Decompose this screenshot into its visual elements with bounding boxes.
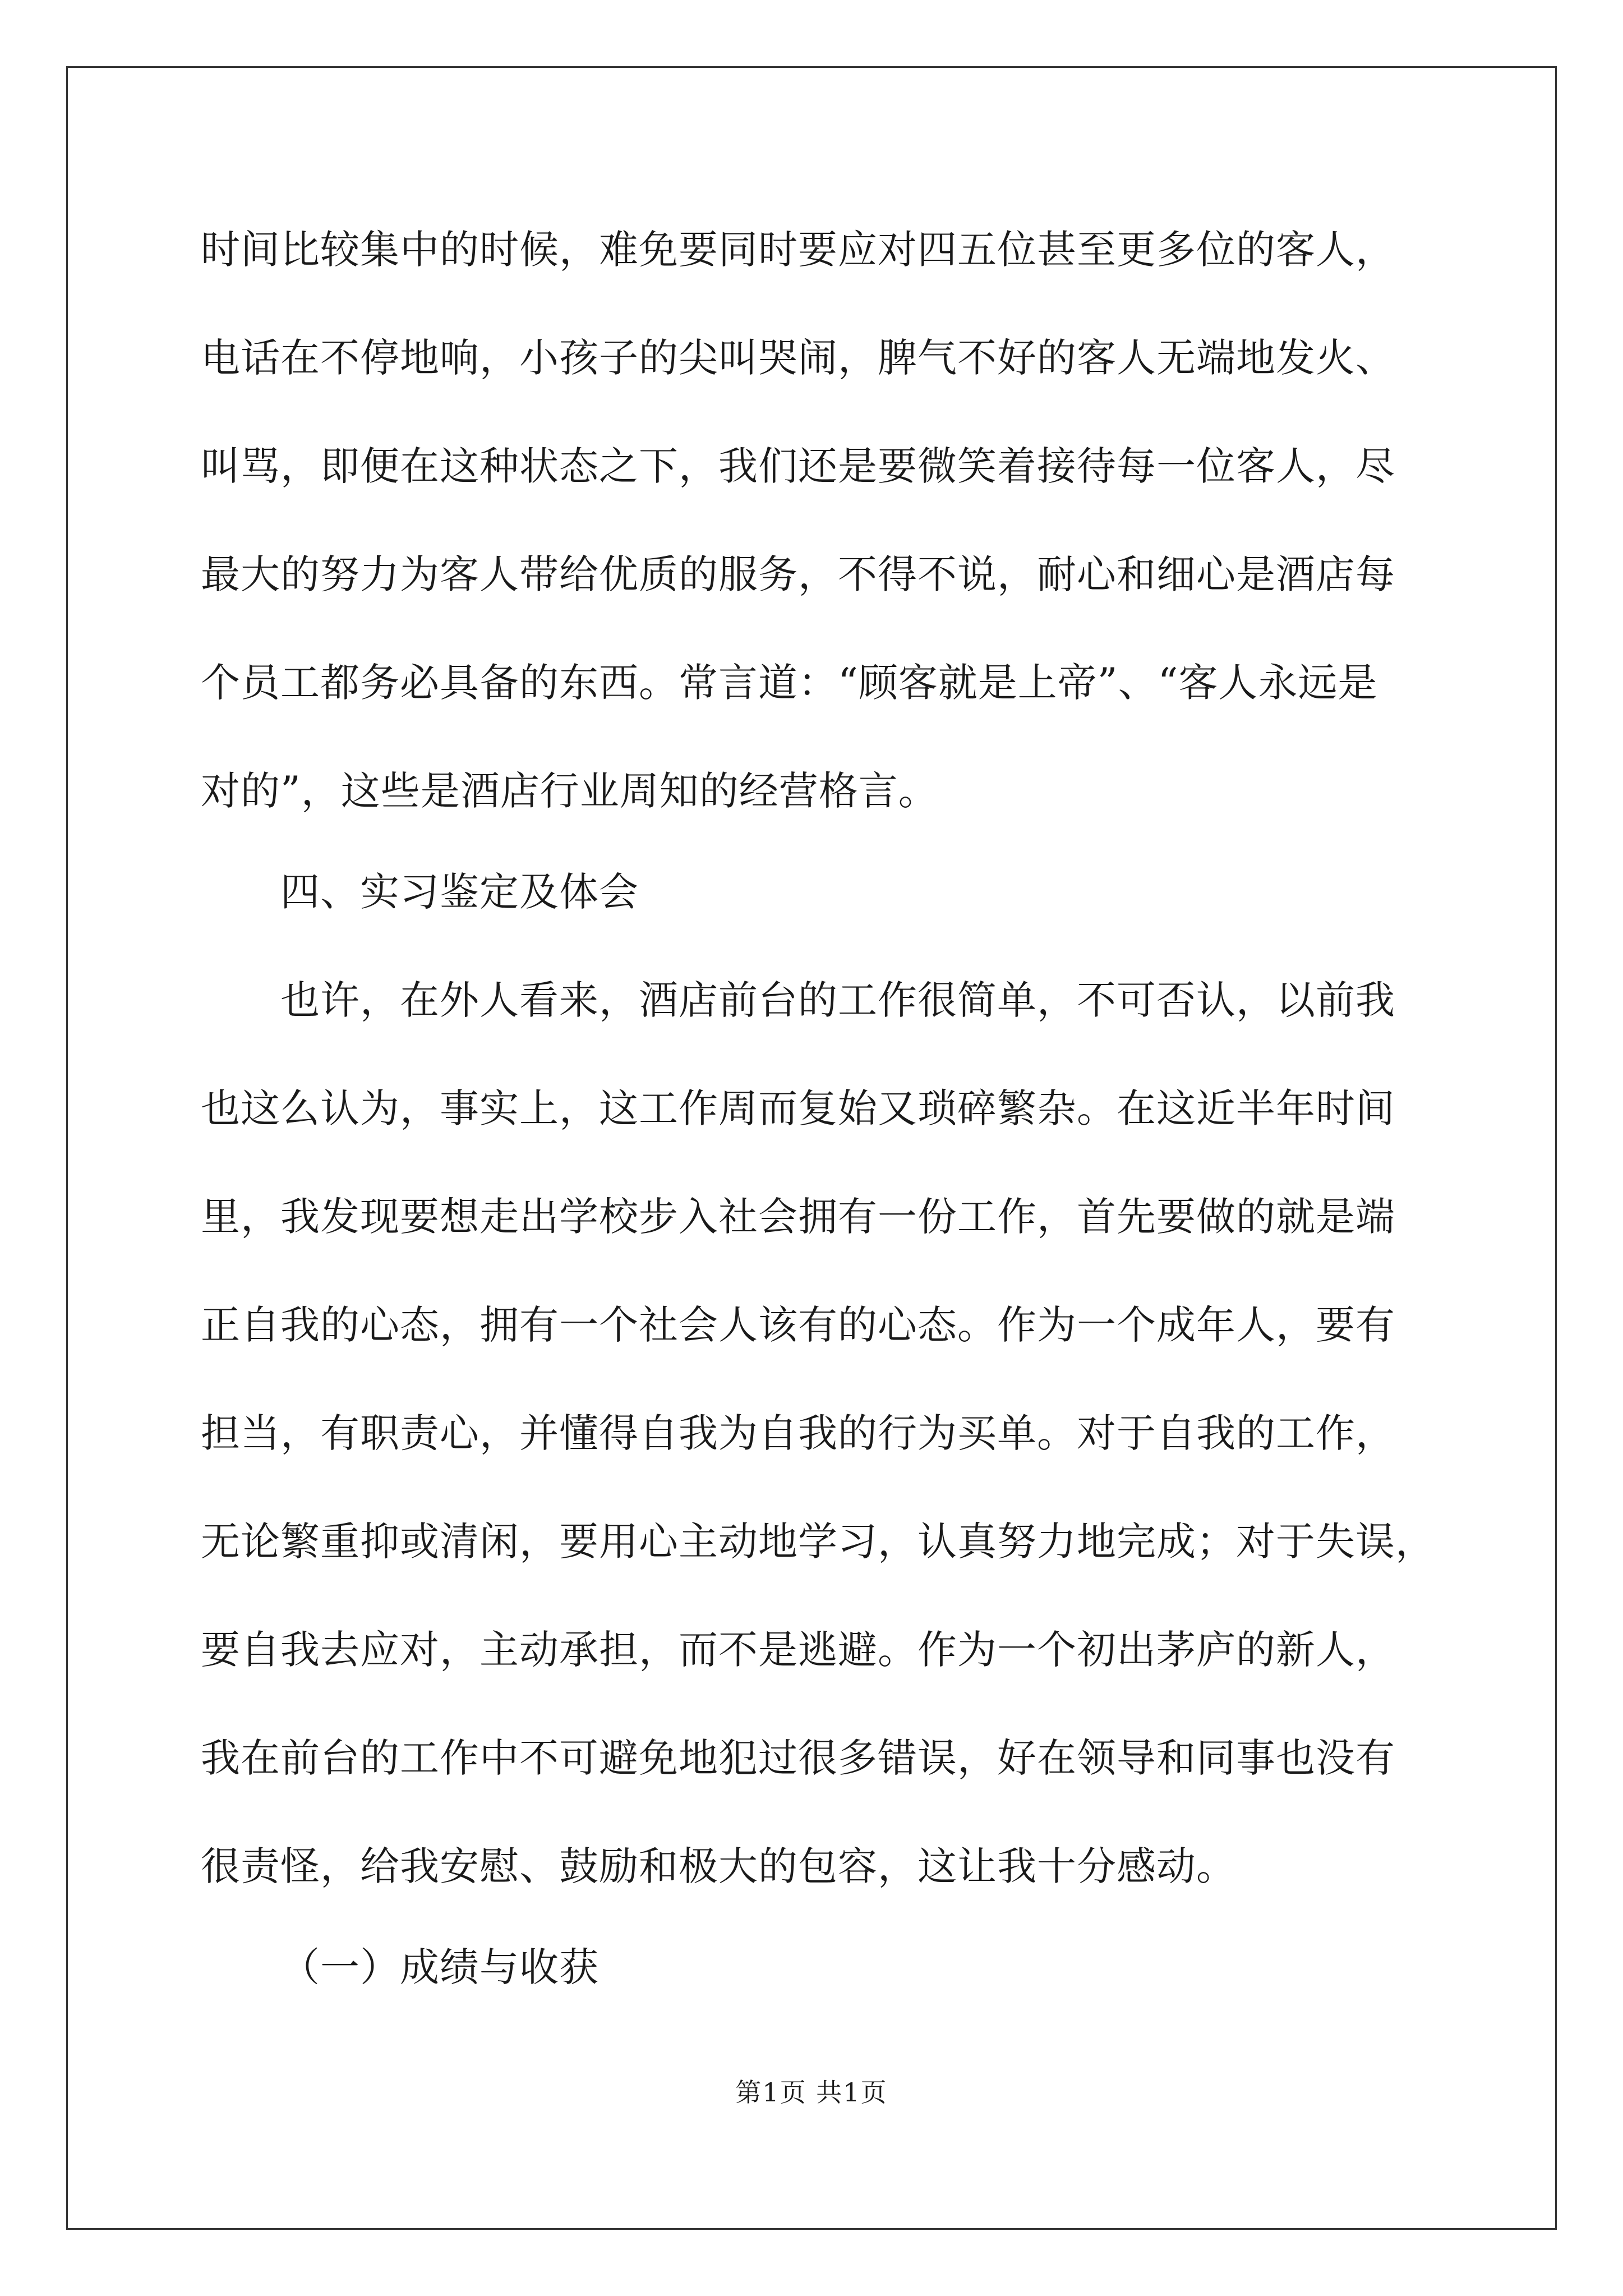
body-text-line: 要自我去应对，主动承担，而不是逃避。作为一个初出茅庐的新人， — [201, 1627, 1395, 1673]
body-text-line: 担当，有职责心，并懂得自我为自我的行为买单。对于自我的工作， — [201, 1410, 1395, 1456]
body-text-line: 也这么认为，事实上，这工作周而复始又琐碎繁杂。在这近半年时间 — [201, 1085, 1395, 1131]
page-border — [66, 66, 1557, 2230]
body-text-line: 叫骂，即便在这种状态之下，我们还是要微笑着接待每一位客人，尽 — [201, 443, 1395, 489]
page-number-footer: 第1页 共1页 — [735, 2077, 888, 2108]
subsection-heading: （一）成绩与收获 — [280, 1944, 599, 1990]
body-text-line: 里，我发现要想走出学校步入社会拥有一份工作，首先要做的就是端 — [201, 1194, 1395, 1240]
body-text-line: 电话在不停地响，小孩子的尖叫哭闹，脾气不好的客人无端地发火、 — [201, 335, 1395, 381]
body-text-line: 正自我的心态，拥有一个社会人该有的心态。作为一个成年人，要有 — [201, 1302, 1395, 1348]
body-text-line: 很责怪，给我安慰、鼓励和极大的包容，这让我十分感动。 — [201, 1843, 1236, 1889]
body-text-line: 我在前台的工作中不可避免地犯过很多错误，好在领导和同事也没有 — [201, 1735, 1395, 1781]
body-text-line: 也许，在外人看来，酒店前台的工作很简单，不可否认，以前我 — [280, 977, 1395, 1023]
body-text-line: 最大的努力为客人带给优质的服务，不得不说，耐心和细心是酒店每 — [201, 551, 1395, 597]
section-heading: 四、实习鉴定及体会 — [280, 869, 639, 915]
body-text-line: 时间比较集中的时候，难免要同时要应对四五位甚至更多位的客人， — [201, 227, 1395, 273]
body-text-line: 对的”，这些是酒店行业周知的经营格言。 — [201, 768, 938, 814]
body-text-line: 无论繁重抑或清闲，要用心主动地学习，认真努力地完成；对于失误， — [201, 1519, 1435, 1565]
body-text-line: 个员工都务必具备的东西。常言道：“顾客就是上帝”、“客人永远是 — [201, 660, 1378, 706]
